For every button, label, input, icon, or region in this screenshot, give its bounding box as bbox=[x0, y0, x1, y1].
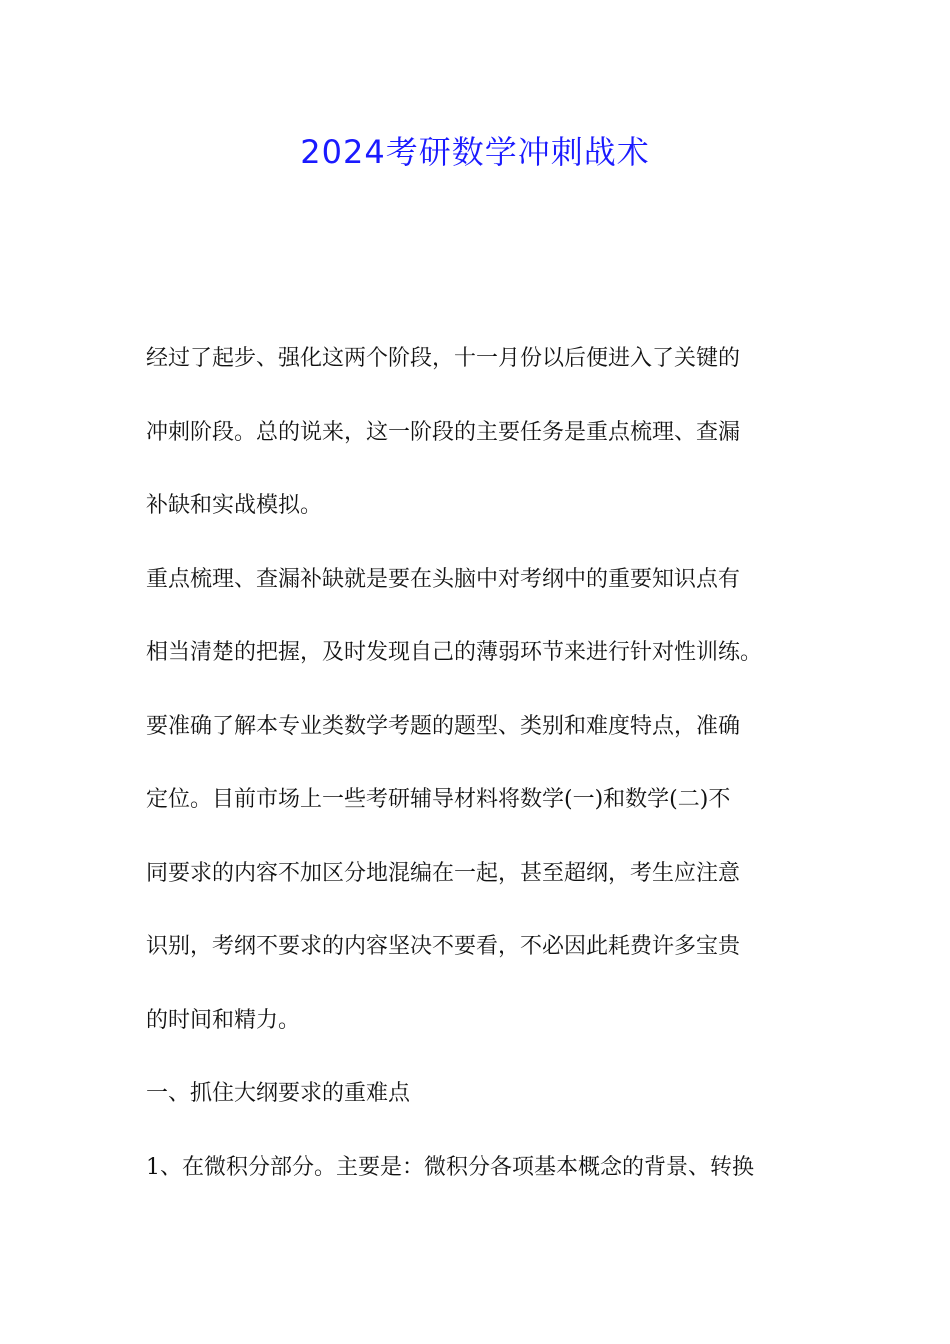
text-line: 识别，考纲不要求的内容坚决不要看，不必因此耗费许多宝贵 bbox=[146, 934, 741, 959]
text-line: 相当清楚的把握，及时发现自己的薄弱环节来进行针对性训练。 bbox=[146, 640, 763, 665]
document-title: 2024考研数学冲刺战术 bbox=[300, 133, 650, 171]
paragraph-calculus bbox=[146, 1147, 826, 1188]
text-line: 重点梳理、查漏补缺就是要在头脑中对考纲中的重要知识点有 bbox=[146, 566, 741, 592]
paragraph-intro bbox=[146, 338, 826, 526]
text-line: 的时间和精力。 bbox=[146, 1007, 301, 1033]
text-line: 定位。目前市场上一些考研辅导材料将数学(一)和数学(二)不 bbox=[146, 787, 731, 812]
text-line: 冲刺阶段。总的说来，这一阶段的主要任务是重点梳理、查漏 bbox=[146, 419, 741, 445]
text-line: 一、抓住大纲要求的重难点 bbox=[146, 1081, 411, 1106]
text-line: 要准确了解本专业类数学考题的题型、类别和难度特点，准确 bbox=[146, 713, 741, 739]
text-line: 同要求的内容不加区分地混编在一起，甚至超纲，考生应注意 bbox=[146, 860, 741, 886]
text-line: 补缺和实战模拟。 bbox=[146, 493, 323, 518]
text-line: 经过了起步、强化这两个阶段，十一月份以后便进入了关键的 bbox=[146, 346, 741, 371]
document-body bbox=[146, 338, 826, 1220]
paragraph-review bbox=[146, 559, 826, 1041]
text-line: 1、在微积分部分。主要是：微积分各项基本概念的背景、转换 bbox=[146, 1154, 754, 1180]
section-heading bbox=[146, 1073, 826, 1114]
